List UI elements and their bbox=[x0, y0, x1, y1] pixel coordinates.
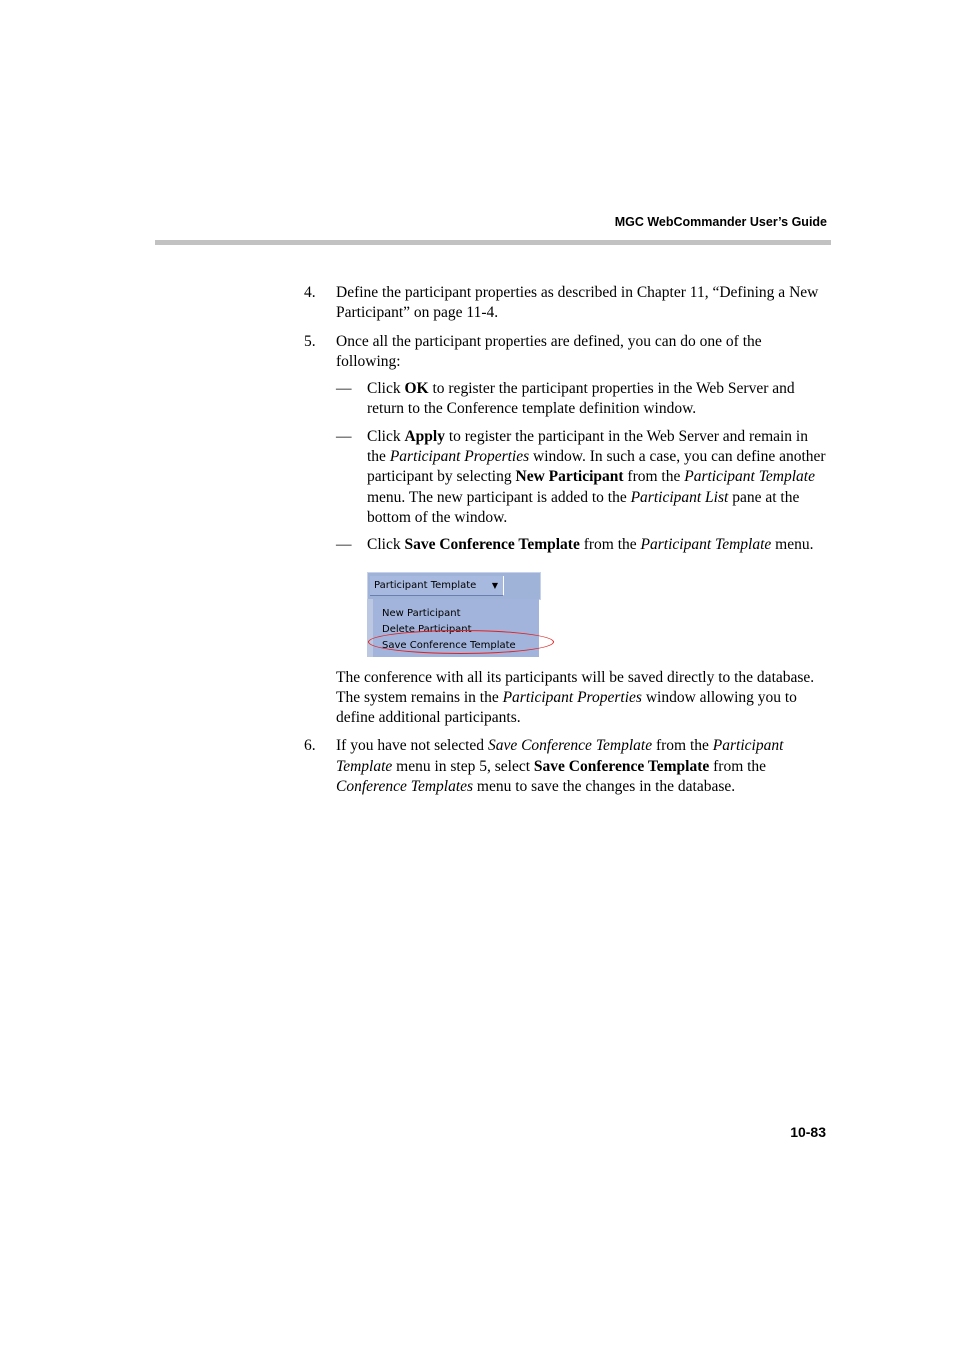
italic-text: Participant List bbox=[630, 488, 729, 506]
text: from the bbox=[709, 757, 767, 775]
bullet-save bbox=[336, 535, 830, 555]
body-content bbox=[300, 283, 830, 805]
text: pane at the bottom of the window. bbox=[367, 488, 800, 526]
bold-text: New Participant bbox=[515, 468, 624, 486]
text: menu. The new participant is added to the bbox=[367, 488, 631, 506]
header-rule bbox=[155, 240, 831, 245]
italic-text: Participant Template bbox=[684, 468, 815, 486]
step-number: 6. bbox=[304, 737, 316, 755]
italic-text: Participant Template bbox=[336, 737, 784, 775]
bold-text: Save Conference Template bbox=[404, 536, 580, 554]
step-number: 5. bbox=[304, 332, 316, 350]
result-paragraph bbox=[336, 668, 830, 729]
italic-text: Save Conference Template bbox=[487, 737, 653, 755]
italic-text: Participant Properties bbox=[502, 688, 642, 706]
step-5 bbox=[300, 332, 830, 729]
italic-text: Participant Properties bbox=[389, 448, 530, 466]
text: to register the participant properties in the Web Server and return to the Conference template definition window. bbox=[367, 380, 795, 418]
text: If you have not selected bbox=[336, 737, 488, 755]
text: menu to save the changes in the database. bbox=[473, 778, 736, 796]
step-text: Define the participant properties as described in Chapter 11, “Defining a New Participant” on page 11-4. bbox=[336, 284, 819, 322]
step-6 bbox=[300, 736, 830, 797]
bold-text: Apply bbox=[404, 427, 445, 445]
step-4 bbox=[300, 283, 830, 324]
text: The conference with all its participants will be saved directly to the database. The system remains in the bbox=[336, 668, 815, 706]
step-number: 4. bbox=[304, 284, 316, 301]
menu-item-new-participant[interactable]: New Participant bbox=[382, 607, 461, 619]
text: from the bbox=[652, 737, 713, 755]
button-label: Participant Template bbox=[374, 579, 477, 591]
participant-template-button[interactable] bbox=[370, 576, 504, 596]
menu-item-delete-participant[interactable]: Delete Participant bbox=[382, 623, 472, 635]
step-text: Once all the participant properties are defined, you can do one of the following: bbox=[336, 332, 762, 370]
text: Click bbox=[367, 380, 405, 398]
text: menu in step 5, select bbox=[392, 757, 534, 775]
dash: — bbox=[336, 536, 352, 554]
highlight-ellipse bbox=[368, 630, 554, 654]
text: Click bbox=[367, 536, 405, 554]
bullet-ok bbox=[336, 379, 830, 420]
bold-text: OK bbox=[404, 380, 429, 398]
bullet-apply bbox=[336, 427, 830, 528]
text: to register the participant in the Web Server and remain in the bbox=[367, 427, 808, 466]
text: Click bbox=[367, 427, 405, 445]
text: window. In such a case, you can define another participant by selecting bbox=[367, 448, 826, 486]
dash: — bbox=[336, 380, 352, 398]
running-header: MGC WebCommander User’s Guide bbox=[614, 215, 827, 229]
bold-text: Save Conference Template bbox=[533, 757, 710, 775]
dash: — bbox=[336, 427, 352, 445]
text: from the bbox=[623, 468, 685, 486]
text: window allowing you to define additional participants. bbox=[336, 688, 797, 727]
text: from the bbox=[579, 536, 641, 554]
menu-toolbar bbox=[367, 572, 541, 600]
italic-text: Participant Template bbox=[640, 536, 772, 554]
text: menu. bbox=[771, 536, 814, 554]
menu-item-save-conference-template[interactable]: Save Conference Template bbox=[382, 639, 516, 651]
italic-text: Conference Templates bbox=[336, 778, 474, 796]
page-number: 10-83 bbox=[790, 1124, 826, 1140]
menu-screenshot bbox=[367, 572, 541, 658]
dropdown-arrow-icon: ▼ bbox=[491, 580, 498, 590]
